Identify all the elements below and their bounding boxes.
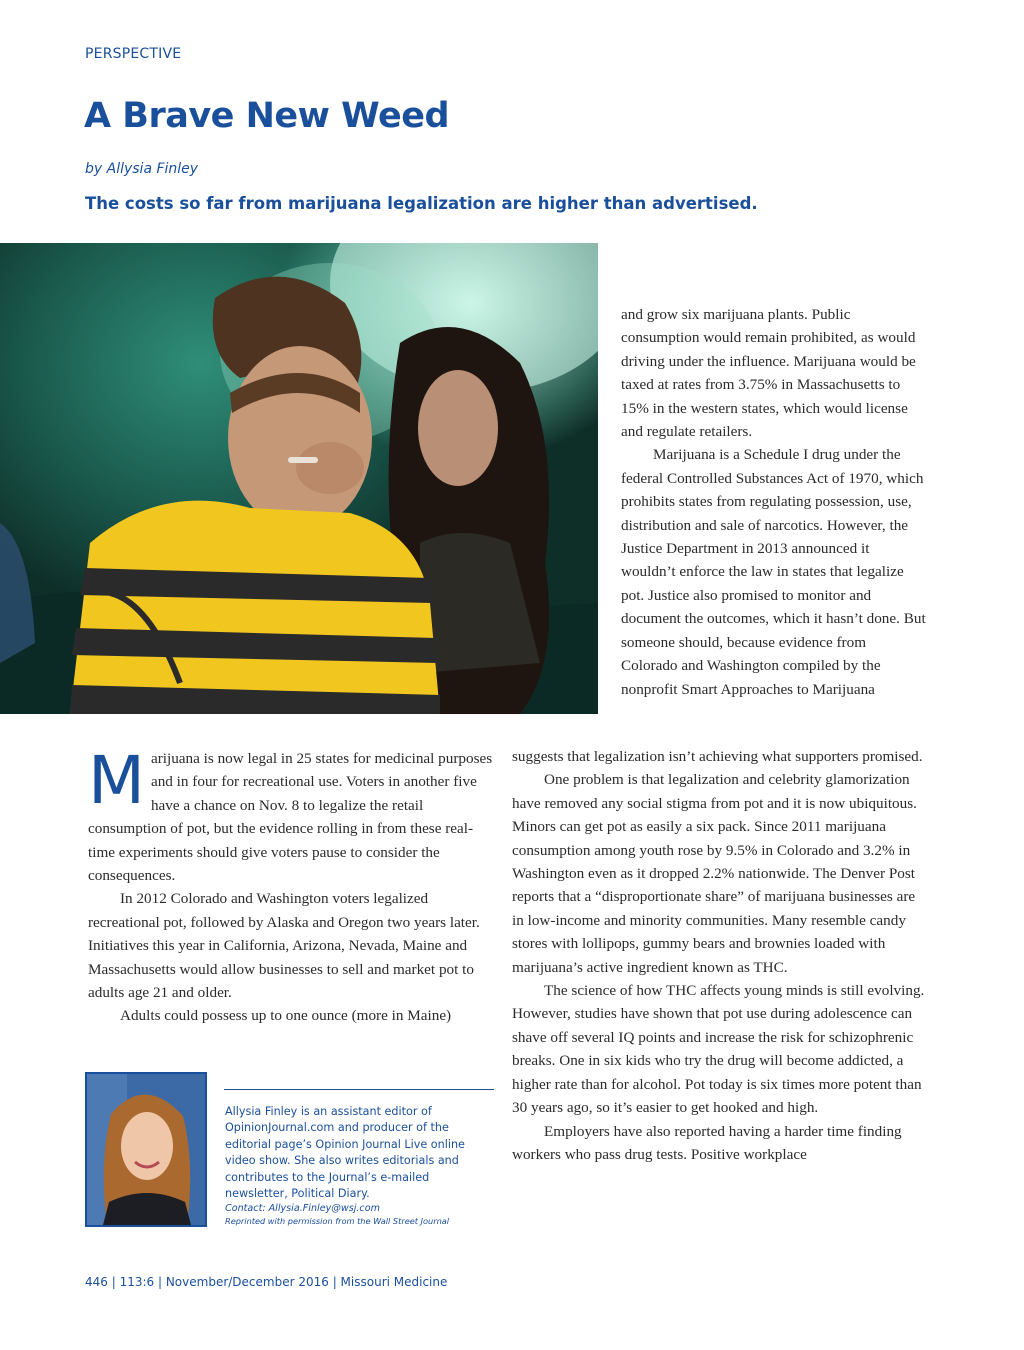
paragraph: In 2012 Colorado and Washington voters legalized recreational pot, followed by Alaska and Oregon two years later. Initiatives this year in California, Arizona, Nevada, Maine and Massachusetts would allow businesses to sell and market pot to adults age 21 and older. — [88, 890, 480, 1002]
author-contact: Contact: Allysia.Finley@wsj.com — [225, 1203, 380, 1215]
column-right-lower — [512, 745, 926, 1166]
column-right-upper — [621, 303, 926, 701]
byline: by Allysia Finley — [85, 161, 199, 177]
author-photo — [85, 1072, 207, 1227]
paragraph-first — [88, 742, 498, 887]
author-bio-text: Allysia Finley is an assistant editor of OpinionJournal.com and producer of the editorial page’s Opinion Journal Live online video show. She also writes editorials and contributes to the Journal’s e-mailed newsletter, Political Diary. — [225, 1105, 465, 1201]
paragraph: The science of how THC affects young minds is still evolving. However, studies have shown that pot use during adolescence can shave off several IQ points and increase the risk for schizophrenic breaks. One in six kids who try the drug will become addicted, a higher rate than for alcohol. Pot today is six times more potent than 30 years ago, so it’s easier to get hooked and high. — [512, 982, 925, 1117]
drop-cap: M — [88, 742, 145, 819]
page-footer: 446 | 113:6 | November/December 2016 | Missouri Medicine — [85, 1275, 448, 1289]
author-bio — [225, 1104, 493, 1228]
paragraph: suggests that legalization isn’t achieving what supporters promised. — [512, 748, 923, 765]
hero-photo — [0, 243, 598, 714]
paragraph: Employers have also reported having a harder time finding workers who pass drug tests. Positive workplace — [512, 1122, 902, 1163]
paragraph: One problem is that legalization and celebrity glamorization have removed any social stigma from pot and it is now ubiquitous. Minors can get pot as easily a six pack. Since 2011 marijuana consumption among youth rose by 9.5% in Colorado and 3.2% in Washington even as it dropped 2.2% nationwide. The Denver Post reports that a “disproportionate share” of marijuana businesses are in low-income and minority communities. Many resemble candy stores with lollipops, gummy bears and brownies loaded with marijuana’s active ingredient known as THC. — [512, 771, 917, 976]
article-title: A Brave New Weed — [84, 96, 450, 136]
paragraph: and grow six marijuana plants. Public consumption would remain prohibited, as would driving under the influence. Marijuana would be taxed at rates from 3.75% in Massachusetts to 15% in the western states, which would license and regulate retailers. — [621, 306, 916, 441]
paragraph: Marijuana is a Schedule I drug under the federal Controlled Substances Act of 1970, which prohibits states from regulating possession, use, distribution and sale of narcotics. However, the Justice Department in 2013 announced it wouldn’t enforce the law in states that legalize pot. Justice also promised to monitor and document the outcomes, which it hasn’t done. But someone should, because evidence from Colorado and Washington compiled by the nonprofit Smart Approaches to Marijuana — [621, 446, 926, 698]
article-dek: The costs so far from marijuana legalization are higher than advertised. — [85, 194, 758, 213]
author-portrait — [87, 1074, 205, 1225]
section-label: PERSPECTIVE — [85, 46, 182, 62]
reprint-credit: Reprinted with permission from the Wall Street Journal — [225, 1216, 450, 1227]
author-rule — [224, 1089, 494, 1090]
paragraph: Adults could possess up to one ounce (more in Maine) — [120, 1007, 452, 1025]
paragraph-text: arijuana is now legal in 25 states for medicinal purposes and in four for recreational use. Voters in another five have a chance on Nov. 8 to legalize the retail consumption of pot, but the evidence rolling in from these real-time experiments should give voters pause to consider the consequences. — [88, 750, 493, 885]
column-left — [88, 742, 498, 1028]
hero-photo-illustration — [0, 243, 598, 714]
